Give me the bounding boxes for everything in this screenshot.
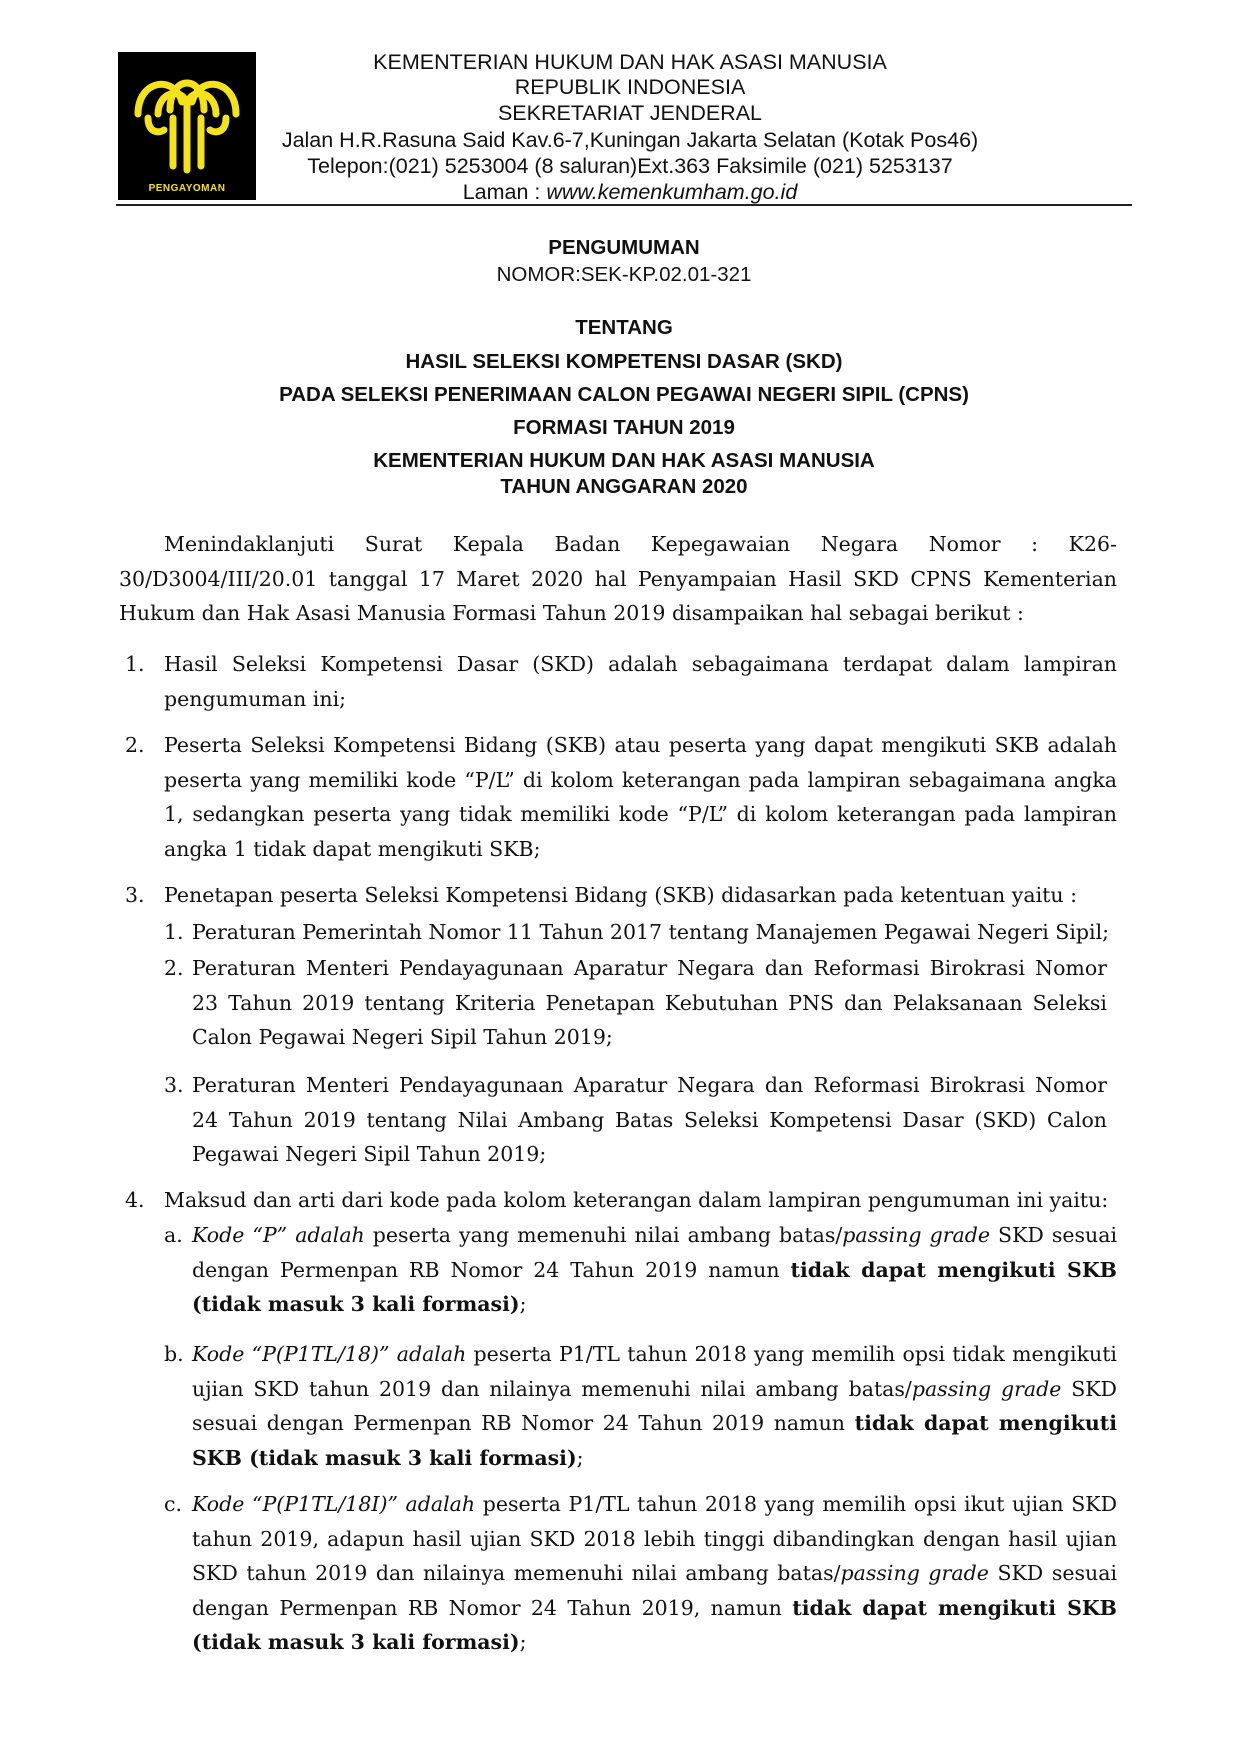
- code-label: Kode “P(P1TL/18I)” adalah: [192, 1492, 476, 1516]
- website-line: [250, 180, 1010, 204]
- website-link[interactable]: www.kemenkumham.go.id: [546, 180, 798, 204]
- code-item: [192, 1218, 1117, 1322]
- ministry-logo: [118, 52, 256, 200]
- item-number: 4.: [125, 1188, 145, 1212]
- code-text: peserta yang memenuhi nilai ambang batas/: [364, 1223, 843, 1247]
- website-prefix: Laman :: [462, 180, 547, 204]
- title-line: FORMASI TAHUN 2019: [513, 416, 735, 439]
- code-text: peserta P1/TL tahun 2018 yang memilih opsi ikut ujian SKD tahun 2019, adapun hasil ujian SKD 2018 lebih tinggi dibandingkan dengan hasil ujian SKD tahun 2019 dan nilainya memenuhi nilai ambang batas/: [192, 1492, 1118, 1585]
- code-item: [192, 1487, 1117, 1660]
- letterhead-divider: [116, 204, 1132, 206]
- regulation-item: Peraturan Menteri Pendayagunaan Aparatur Negara dan Reformasi Birokrasi Nomor 23 Tahun 2019 tentang Kriteria Penetapan Kebutuhan PNS dan Pelaksanaan Seleksi Calon Pegawai Negeri Sipil Tahun 2019;: [192, 956, 1107, 1049]
- logo-label: PENGAYOMAN: [148, 183, 226, 194]
- code-letter: a.: [164, 1223, 183, 1247]
- item-number: 2.: [125, 733, 145, 757]
- title-line: KEMENTERIAN HUKUM DAN HAK ASASI MANUSIA: [373, 449, 875, 472]
- code-end: ;: [519, 1292, 527, 1316]
- secretariat-name: SEKRETARIAT JENDERAL: [497, 101, 763, 125]
- title-line: PADA SELEKSI PENERIMAAN CALON PEGAWAI NEGERI SIPIL (CPNS): [279, 383, 969, 406]
- list-item: Penetapan peserta Seleksi Kompetensi Bidang (SKB) didasarkan pada ketentuan yaitu :: [164, 883, 1078, 907]
- code-item: [192, 1337, 1117, 1475]
- code-italic: passing grade: [842, 1223, 990, 1247]
- code-bold: tidak dapat mengikuti SKB (tidak masuk 3 kali formasi): [192, 1595, 1118, 1654]
- list-item: Peserta Seleksi Kompetensi Bidang (SKB) atau peserta yang dapat mengikuti SKB adalah peserta yang memiliki kode “P/L” di kolom keterangan pada lampiran sebagaimana angka 1, sedangkan peserta yang tidak memiliki kode “P/L” di kolom keterangan pada lampiran angka 1 tidak dapat mengikuti SKB;: [164, 733, 1117, 861]
- code-letter: c.: [164, 1492, 182, 1516]
- code-label: Kode “P(P1TL/18)” adalah: [192, 1342, 467, 1366]
- intro-paragraph: Menindaklanjuti Surat Kepala Badan Kepegawaian Negara Nomor : K26-30/D3004/III/20.01 tanggal 17 Maret 2020 hal Penyampaian Hasil SKD CPNS Kementerian Hukum dan Hak Asasi Manusia Formasi Tahun 2019 disampaikan hal sebagai berikut :: [119, 532, 1117, 625]
- code-italic: passing grade: [911, 1376, 1062, 1401]
- code-italic: passing grade: [840, 1561, 989, 1585]
- sub-item-number: 1.: [164, 920, 184, 944]
- code-text: SKD sesuai dengan Permenpan RB Nomor 24 Tahun 2019, namun: [192, 1561, 1117, 1620]
- sub-item-number: 3.: [164, 1073, 184, 1097]
- title-line: HASIL SELEKSI KOMPETENSI DASAR (SKD): [405, 350, 843, 373]
- announcement-heading: PENGUMUMAN: [548, 236, 700, 259]
- about-heading: TENTANG: [575, 316, 673, 339]
- code-bold: tidak dapat mengikuti SKB (tidak masuk 3 kali formasi): [192, 1411, 1118, 1470]
- code-text: peserta P1/TL tahun 2018 yang memilih opsi tidak mengikuti ujian SKD tahun 2019 dan nilainya memenuhi nilai ambang batas/: [192, 1342, 1117, 1401]
- list-item: Hasil Seleksi Kompetensi Dasar (SKD) adalah sebagaimana terdapat dalam lampiran pengumuman ini;: [164, 652, 1117, 711]
- item-number: 3.: [125, 883, 145, 907]
- ministry-name: KEMENTERIAN HUKUM DAN HAK ASASI MANUSIA: [373, 50, 887, 74]
- address-line: Jalan H.R.Rasuna Said Kav.6-7,Kuningan Jakarta Selatan (Kotak Pos46): [281, 128, 979, 152]
- country-name: REPUBLIK INDONESIA: [514, 75, 746, 99]
- code-end: ;: [576, 1445, 584, 1470]
- code-label: Kode “P” adalah: [192, 1223, 365, 1247]
- code-text: SKD sesuai dengan Permenpan RB Nomor 24 Tahun 2019 namun: [192, 1223, 1118, 1282]
- announcement-number: NOMOR:SEK-KP.02.01-321: [496, 263, 752, 286]
- title-line: TAHUN ANGGARAN 2020: [500, 475, 748, 498]
- pengayoman-emblem-icon: [118, 52, 256, 200]
- regulation-item: Peraturan Pemerintah Nomor 11 Tahun 2017 tentang Manajemen Pegawai Negeri Sipil;: [192, 920, 1110, 944]
- item-number: 1.: [125, 652, 145, 676]
- regulation-item: Peraturan Menteri Pendayagunaan Aparatur Negara dan Reformasi Birokrasi Nomor 24 Tahun 2019 tentang Nilai Ambang Batas Seleksi Kompetensi Dasar (SKD) Calon Pegawai Negeri Sipil Tahun 2019;: [192, 1073, 1107, 1166]
- sub-item-number: 2.: [164, 956, 184, 980]
- code-text: SKD sesuai dengan Permenpan RB Nomor 24 Tahun 2019 namun: [192, 1376, 1117, 1435]
- code-bold: tidak dapat mengikuti SKB (tidak masuk 3 kali formasi): [192, 1257, 1118, 1316]
- phone-line: Telepon:(021) 5253004 (8 saluran)Ext.363 Faksimile (021) 5253137: [307, 154, 953, 178]
- code-end: ;: [519, 1630, 527, 1654]
- list-item: Maksud dan arti dari kode pada kolom keterangan dalam lampiran pengumuman ini yaitu:: [164, 1188, 1109, 1212]
- code-letter: b.: [164, 1342, 184, 1366]
